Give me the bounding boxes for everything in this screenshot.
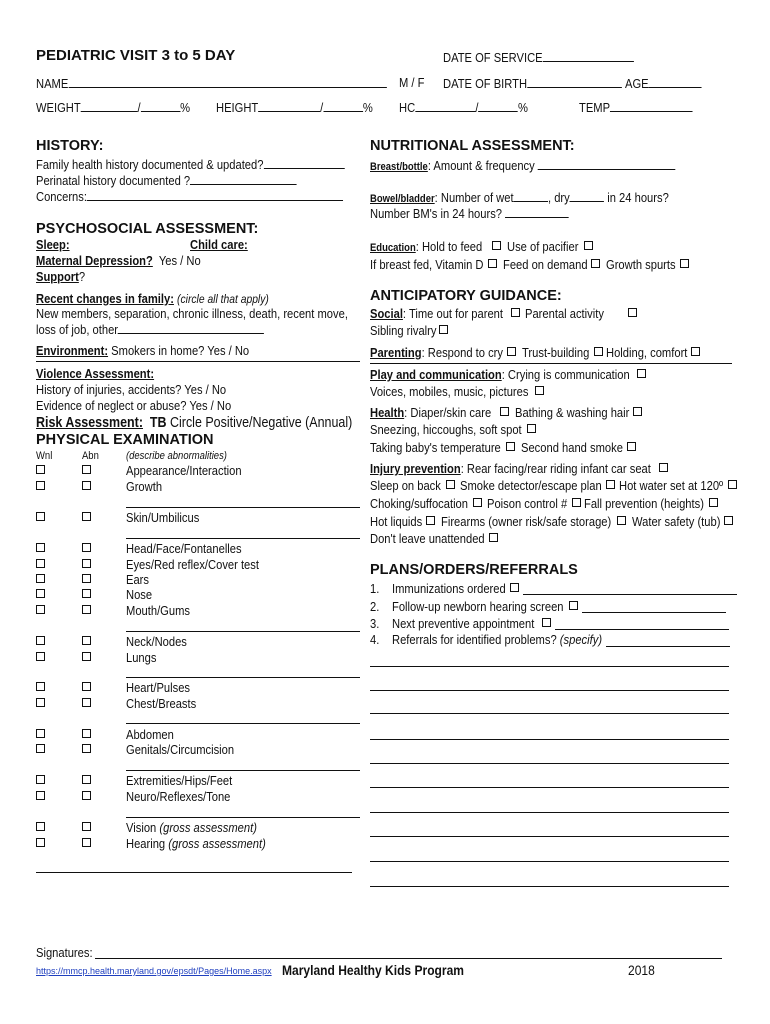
program-name: Maryland Healthy Kids Program	[282, 962, 464, 978]
exam-notes-line[interactable]	[126, 538, 360, 539]
exam-item-label: Vision (gross assessment)	[126, 820, 257, 835]
hot-liquids-label: Hot liquids	[370, 514, 423, 529]
pacifier-label: Use of pacifier	[507, 239, 579, 254]
abn-checkbox[interactable]	[82, 682, 91, 691]
exam-item-label: Growth	[126, 479, 163, 494]
hearing-screen-label: Follow-up newborn hearing screen	[392, 599, 564, 614]
abn-checkbox[interactable]	[82, 574, 91, 583]
holding-comfort-label: Holding, comfort	[606, 345, 688, 360]
height-field[interactable]	[258, 100, 320, 112]
growth-spurts-checkbox[interactable]	[680, 259, 689, 268]
abn-checkbox[interactable]	[82, 465, 91, 474]
wnl-checkbox[interactable]	[36, 698, 45, 707]
temperature-checkbox[interactable]	[506, 442, 515, 451]
history-heading: HISTORY:	[36, 138, 104, 154]
abn-checkbox[interactable]	[82, 744, 91, 753]
voices-mobiles-checkbox[interactable]	[535, 386, 544, 395]
bowel-bladder-row: Bowel/bladder: Number of wet , dry in 24 hours?	[370, 190, 669, 205]
date-of-service-label: DATE OF SERVICE	[443, 50, 634, 64]
sibling-rivalry-label: Sibling rivalry	[370, 323, 437, 338]
section-divider	[370, 363, 732, 364]
wnl-checkbox[interactable]	[36, 512, 45, 521]
referrals-label: Referrals for identified problems? (specify)	[392, 632, 603, 647]
water-safety-checkbox[interactable]	[724, 516, 733, 525]
concerns-field[interactable]	[87, 189, 343, 201]
education-row: Education: Hold to feed	[370, 239, 483, 254]
sleep-on-back-checkbox[interactable]	[446, 480, 455, 489]
temp-field[interactable]	[610, 100, 693, 112]
abn-checkbox[interactable]	[82, 481, 91, 490]
plans-notes-line[interactable]	[370, 861, 729, 862]
wnl-checkbox[interactable]	[36, 636, 45, 645]
height-percentile-field[interactable]	[323, 100, 363, 112]
sneezing-label: Sneezing, hiccoughs, soft spot	[370, 422, 522, 437]
plans-notes-line[interactable]	[370, 713, 729, 714]
unattended-checkbox[interactable]	[489, 533, 498, 542]
next-appointment-checkbox[interactable]	[542, 618, 551, 627]
feed-on-demand-label: Feed on demand	[503, 257, 588, 272]
abn-checkbox[interactable]	[82, 729, 91, 738]
car-seat-checkbox[interactable]	[659, 463, 668, 472]
abn-checkbox[interactable]	[82, 636, 91, 645]
plans-notes-line[interactable]	[370, 812, 729, 813]
hot-water-label: Hot water set at 120º	[619, 478, 724, 493]
bathing-label: Bathing & washing hair	[515, 405, 630, 420]
vitamin-d-checkbox[interactable]	[488, 259, 497, 268]
second-hand-smoke-label: Second hand smoke	[521, 440, 623, 455]
breast-bottle-row: Breast/bottle: Amount & frequency	[370, 158, 675, 173]
temperature-label: Taking baby's temperature	[370, 440, 501, 455]
physical-exam-heading: PHYSICAL EXAMINATION	[36, 432, 214, 448]
abn-checkbox[interactable]	[82, 605, 91, 614]
fall-prevention-label: Fall prevention (heights)	[584, 496, 704, 511]
hc-percentile-field[interactable]	[478, 100, 518, 112]
smoke-detector-checkbox[interactable]	[606, 480, 615, 489]
exam-notes-line[interactable]	[126, 507, 360, 508]
weight-field[interactable]	[81, 100, 138, 112]
other-change-field[interactable]	[118, 322, 264, 334]
neglect-question: Evidence of neglect or abuse? Yes / No	[36, 398, 232, 413]
social-row: Social: Time out for parent	[370, 306, 503, 321]
nutritional-heading: NUTRITIONAL ASSESSMENT:	[370, 138, 575, 154]
name-label: NAME	[36, 76, 387, 90]
notes-line[interactable]	[36, 872, 352, 873]
holding-comfort-checkbox[interactable]	[691, 347, 700, 356]
anticipatory-heading: ANTICIPATORY GUIDANCE:	[370, 288, 562, 304]
wnl-checkbox[interactable]	[36, 838, 45, 847]
immunizations-line[interactable]	[523, 594, 737, 595]
abn-column-label: Abn	[82, 450, 99, 462]
exam-notes-line[interactable]	[126, 817, 360, 818]
exam-item-label: Hearing (gross assessment)	[126, 836, 266, 851]
immunizations-checkbox[interactable]	[510, 583, 519, 592]
abn-checkbox[interactable]	[82, 652, 91, 661]
vitamin-d-label: If breast fed, Vitamin D	[370, 257, 484, 272]
unattended-label: Don't leave unattended	[370, 531, 485, 546]
exam-notes-line[interactable]	[126, 677, 360, 678]
exam-item-label: Skin/Umbilicus	[126, 510, 200, 525]
plans-notes-line[interactable]	[370, 666, 729, 667]
feed-on-demand-checkbox[interactable]	[591, 259, 600, 268]
hearing-screen-checkbox[interactable]	[569, 601, 578, 610]
exam-notes-line[interactable]	[126, 770, 360, 771]
support-label: Support?	[36, 269, 86, 284]
plans-notes-line[interactable]	[370, 836, 729, 837]
exam-item-label: Neck/Nodes	[126, 634, 187, 649]
hold-to-feed-checkbox[interactable]	[492, 241, 501, 250]
time-out-checkbox[interactable]	[511, 308, 520, 317]
play-communication-row: Play and communication: Crying is communication	[370, 367, 630, 382]
form-title: PEDIATRIC VISIT 3 to 5 DAY	[36, 47, 236, 64]
wnl-checkbox[interactable]	[36, 465, 45, 474]
exam-notes-line[interactable]	[126, 723, 360, 724]
sneezing-checkbox[interactable]	[527, 424, 536, 433]
abn-checkbox[interactable]	[82, 543, 91, 552]
referrals-line[interactable]	[606, 646, 730, 647]
psychosocial-heading: PSYCHOSOCIAL ASSESSMENT:	[36, 221, 259, 237]
wnl-checkbox[interactable]	[36, 574, 45, 583]
plans-notes-line[interactable]	[370, 886, 729, 887]
bm-count-label: Number BM's in 24 hours?	[370, 206, 569, 220]
sleep-on-back-label: Sleep on back	[370, 478, 441, 493]
risk-assessment-label: Risk Assessment: TB Circle Positive/Negative (Annual)	[36, 415, 353, 431]
injury-prevention-row: Injury prevention: Rear facing/rear riding infant car seat	[370, 461, 651, 476]
abn-checkbox[interactable]	[82, 512, 91, 521]
weight-percentile-field[interactable]	[141, 100, 181, 112]
wnl-checkbox[interactable]	[36, 481, 45, 490]
choking-label: Choking/suffocation	[370, 496, 468, 511]
date-of-service-field[interactable]	[543, 50, 634, 62]
plans-notes-line[interactable]	[370, 763, 729, 764]
growth-spurts-label: Growth spurts	[606, 257, 676, 272]
plans-notes-line[interactable]	[370, 690, 729, 691]
wnl-checkbox[interactable]	[36, 729, 45, 738]
exam-item-label: Head/Face/Fontanelles	[126, 541, 242, 556]
smoke-detector-label: Smoke detector/escape plan	[460, 478, 602, 493]
bm-count-field[interactable]	[505, 206, 569, 218]
wnl-checkbox[interactable]	[36, 822, 45, 831]
height-label: HEIGHT / %	[216, 100, 373, 115]
exam-item-label: Lungs	[126, 650, 157, 665]
choking-checkbox[interactable]	[473, 498, 482, 507]
wet-count-field[interactable]	[514, 190, 548, 202]
section-divider	[36, 361, 360, 362]
water-safety-label: Water safety (tub)	[632, 514, 721, 529]
exam-item-label: Genitals/Circumcision	[126, 742, 235, 757]
perinatal-history-label: Perinatal history documented ?	[36, 173, 297, 187]
exam-item-label: Mouth/Gums	[126, 603, 191, 618]
concerns-label: Concerns:	[36, 189, 343, 203]
parental-activity-label: Parental activity	[525, 306, 604, 321]
exam-item-label: Extremities/Hips/Feet	[126, 773, 233, 788]
family-history-label: Family health history documented & updated?	[36, 157, 344, 171]
abn-checkbox[interactable]	[82, 589, 91, 598]
abn-checkbox[interactable]	[82, 698, 91, 707]
parental-activity-checkbox[interactable]	[628, 308, 637, 317]
plan-item-3-number: 3.	[370, 616, 380, 631]
plan-item-4-number: 4.	[370, 632, 380, 647]
feeding-frequency-field[interactable]	[538, 158, 676, 170]
wnl-checkbox[interactable]	[36, 652, 45, 661]
maternal-depression-label: Maternal Depression? Yes / No	[36, 253, 201, 268]
exam-item-label: Eyes/Red reflex/Cover test	[126, 557, 259, 572]
abn-checkbox[interactable]	[82, 822, 91, 831]
respond-to-cry-checkbox[interactable]	[507, 347, 516, 356]
weight-label: WEIGHT / %	[36, 100, 191, 115]
trust-building-label: Trust-building	[522, 345, 590, 360]
environment-label: Environment: Smokers in home? Yes / No	[36, 343, 250, 358]
describe-abnormalities-label: (describe abnormalities)	[126, 450, 227, 462]
exam-notes-line[interactable]	[126, 631, 360, 632]
dry-count-field[interactable]	[570, 190, 604, 202]
exam-item-label: Nose	[126, 587, 153, 602]
program-url-link[interactable]: https://mmcp.health.maryland.gov/epsdt/Pages/Home.aspx	[36, 966, 272, 976]
age-label: AGE	[625, 76, 702, 90]
plans-heading: PLANS/ORDERS/REFERRALS	[370, 562, 578, 578]
pacifier-checkbox[interactable]	[584, 241, 593, 250]
exam-item-label: Neuro/Reflexes/Tone	[126, 789, 231, 804]
hot-liquids-checkbox[interactable]	[426, 516, 435, 525]
child-care-label: Child care:	[190, 237, 248, 252]
exam-item-label: Ears	[126, 572, 149, 587]
recent-changes-label: Recent changes in family: (circle all that apply)	[36, 291, 269, 306]
sleep-label: Sleep:	[36, 237, 70, 252]
poison-control-label: Poison control #	[487, 496, 568, 511]
wnl-checkbox[interactable]	[36, 682, 45, 691]
sibling-rivalry-checkbox[interactable]	[439, 325, 448, 334]
wnl-column-label: Wnl	[36, 450, 53, 462]
firearms-checkbox[interactable]	[617, 516, 626, 525]
trust-building-checkbox[interactable]	[594, 347, 603, 356]
sex-label: M / F	[399, 75, 425, 90]
exam-item-label: Heart/Pulses	[126, 680, 191, 695]
firearms-label: Firearms (owner risk/safe storage)	[441, 514, 612, 529]
crying-communication-checkbox[interactable]	[637, 369, 646, 378]
abn-checkbox[interactable]	[82, 775, 91, 784]
violence-assessment-label: Violence Assessment:	[36, 366, 155, 381]
plan-item-2-number: 2.	[370, 599, 380, 614]
hc-label: HC / %	[399, 100, 528, 115]
next-appointment-label: Next preventive appointment	[392, 616, 535, 631]
fall-prevention-checkbox[interactable]	[709, 498, 718, 507]
recent-changes-other: loss of job, other	[36, 322, 264, 336]
wnl-checkbox[interactable]	[36, 543, 45, 552]
health-row: Health: Diaper/skin care	[370, 405, 492, 420]
wnl-checkbox[interactable]	[36, 589, 45, 598]
next-appointment-line[interactable]	[555, 629, 729, 630]
bathing-checkbox[interactable]	[633, 407, 642, 416]
second-hand-smoke-checkbox[interactable]	[627, 442, 636, 451]
dob-field[interactable]	[527, 76, 622, 88]
injuries-question: History of injuries, accidents? Yes / No	[36, 382, 227, 397]
wnl-checkbox[interactable]	[36, 559, 45, 568]
abn-checkbox[interactable]	[82, 791, 91, 800]
parenting-row: Parenting: Respond to cry	[370, 345, 503, 360]
age-field[interactable]	[649, 76, 702, 88]
dob-label: DATE OF BIRTH	[443, 76, 622, 90]
name-field[interactable]	[68, 76, 386, 88]
wnl-checkbox[interactable]	[36, 605, 45, 614]
immunizations-label: Immunizations ordered	[392, 581, 506, 596]
maternal-depression-options[interactable]: Yes / No	[158, 253, 201, 268]
family-history-field[interactable]	[263, 157, 344, 169]
hc-field[interactable]	[415, 100, 475, 112]
exam-item-label: Abdomen	[126, 727, 174, 742]
form-year: 2018	[628, 962, 655, 978]
wnl-checkbox[interactable]	[36, 791, 45, 800]
temp-label: TEMP	[579, 100, 693, 114]
exam-item-label: Chest/Breasts	[126, 696, 197, 711]
abn-checkbox[interactable]	[82, 838, 91, 847]
hearing-screen-line[interactable]	[582, 612, 726, 613]
plans-notes-line[interactable]	[370, 787, 729, 788]
voices-mobiles-label: Voices, mobiles, music, pictures	[370, 384, 529, 399]
recent-changes-options[interactable]: New members, separation, chronic illness, death, recent move,	[36, 306, 348, 321]
abn-checkbox[interactable]	[82, 559, 91, 568]
plan-item-1-number: 1.	[370, 581, 380, 596]
plans-notes-line[interactable]	[370, 739, 729, 740]
exam-item-label: Appearance/Interaction	[126, 463, 242, 478]
perinatal-history-field[interactable]	[190, 173, 297, 185]
wnl-checkbox[interactable]	[36, 744, 45, 753]
poison-control-checkbox[interactable]	[572, 498, 581, 507]
signatures-label: Signatures:	[36, 945, 93, 960]
signature-line[interactable]	[95, 958, 722, 959]
wnl-checkbox[interactable]	[36, 775, 45, 784]
hot-water-checkbox[interactable]	[728, 480, 737, 489]
diaper-skin-checkbox[interactable]	[500, 407, 509, 416]
